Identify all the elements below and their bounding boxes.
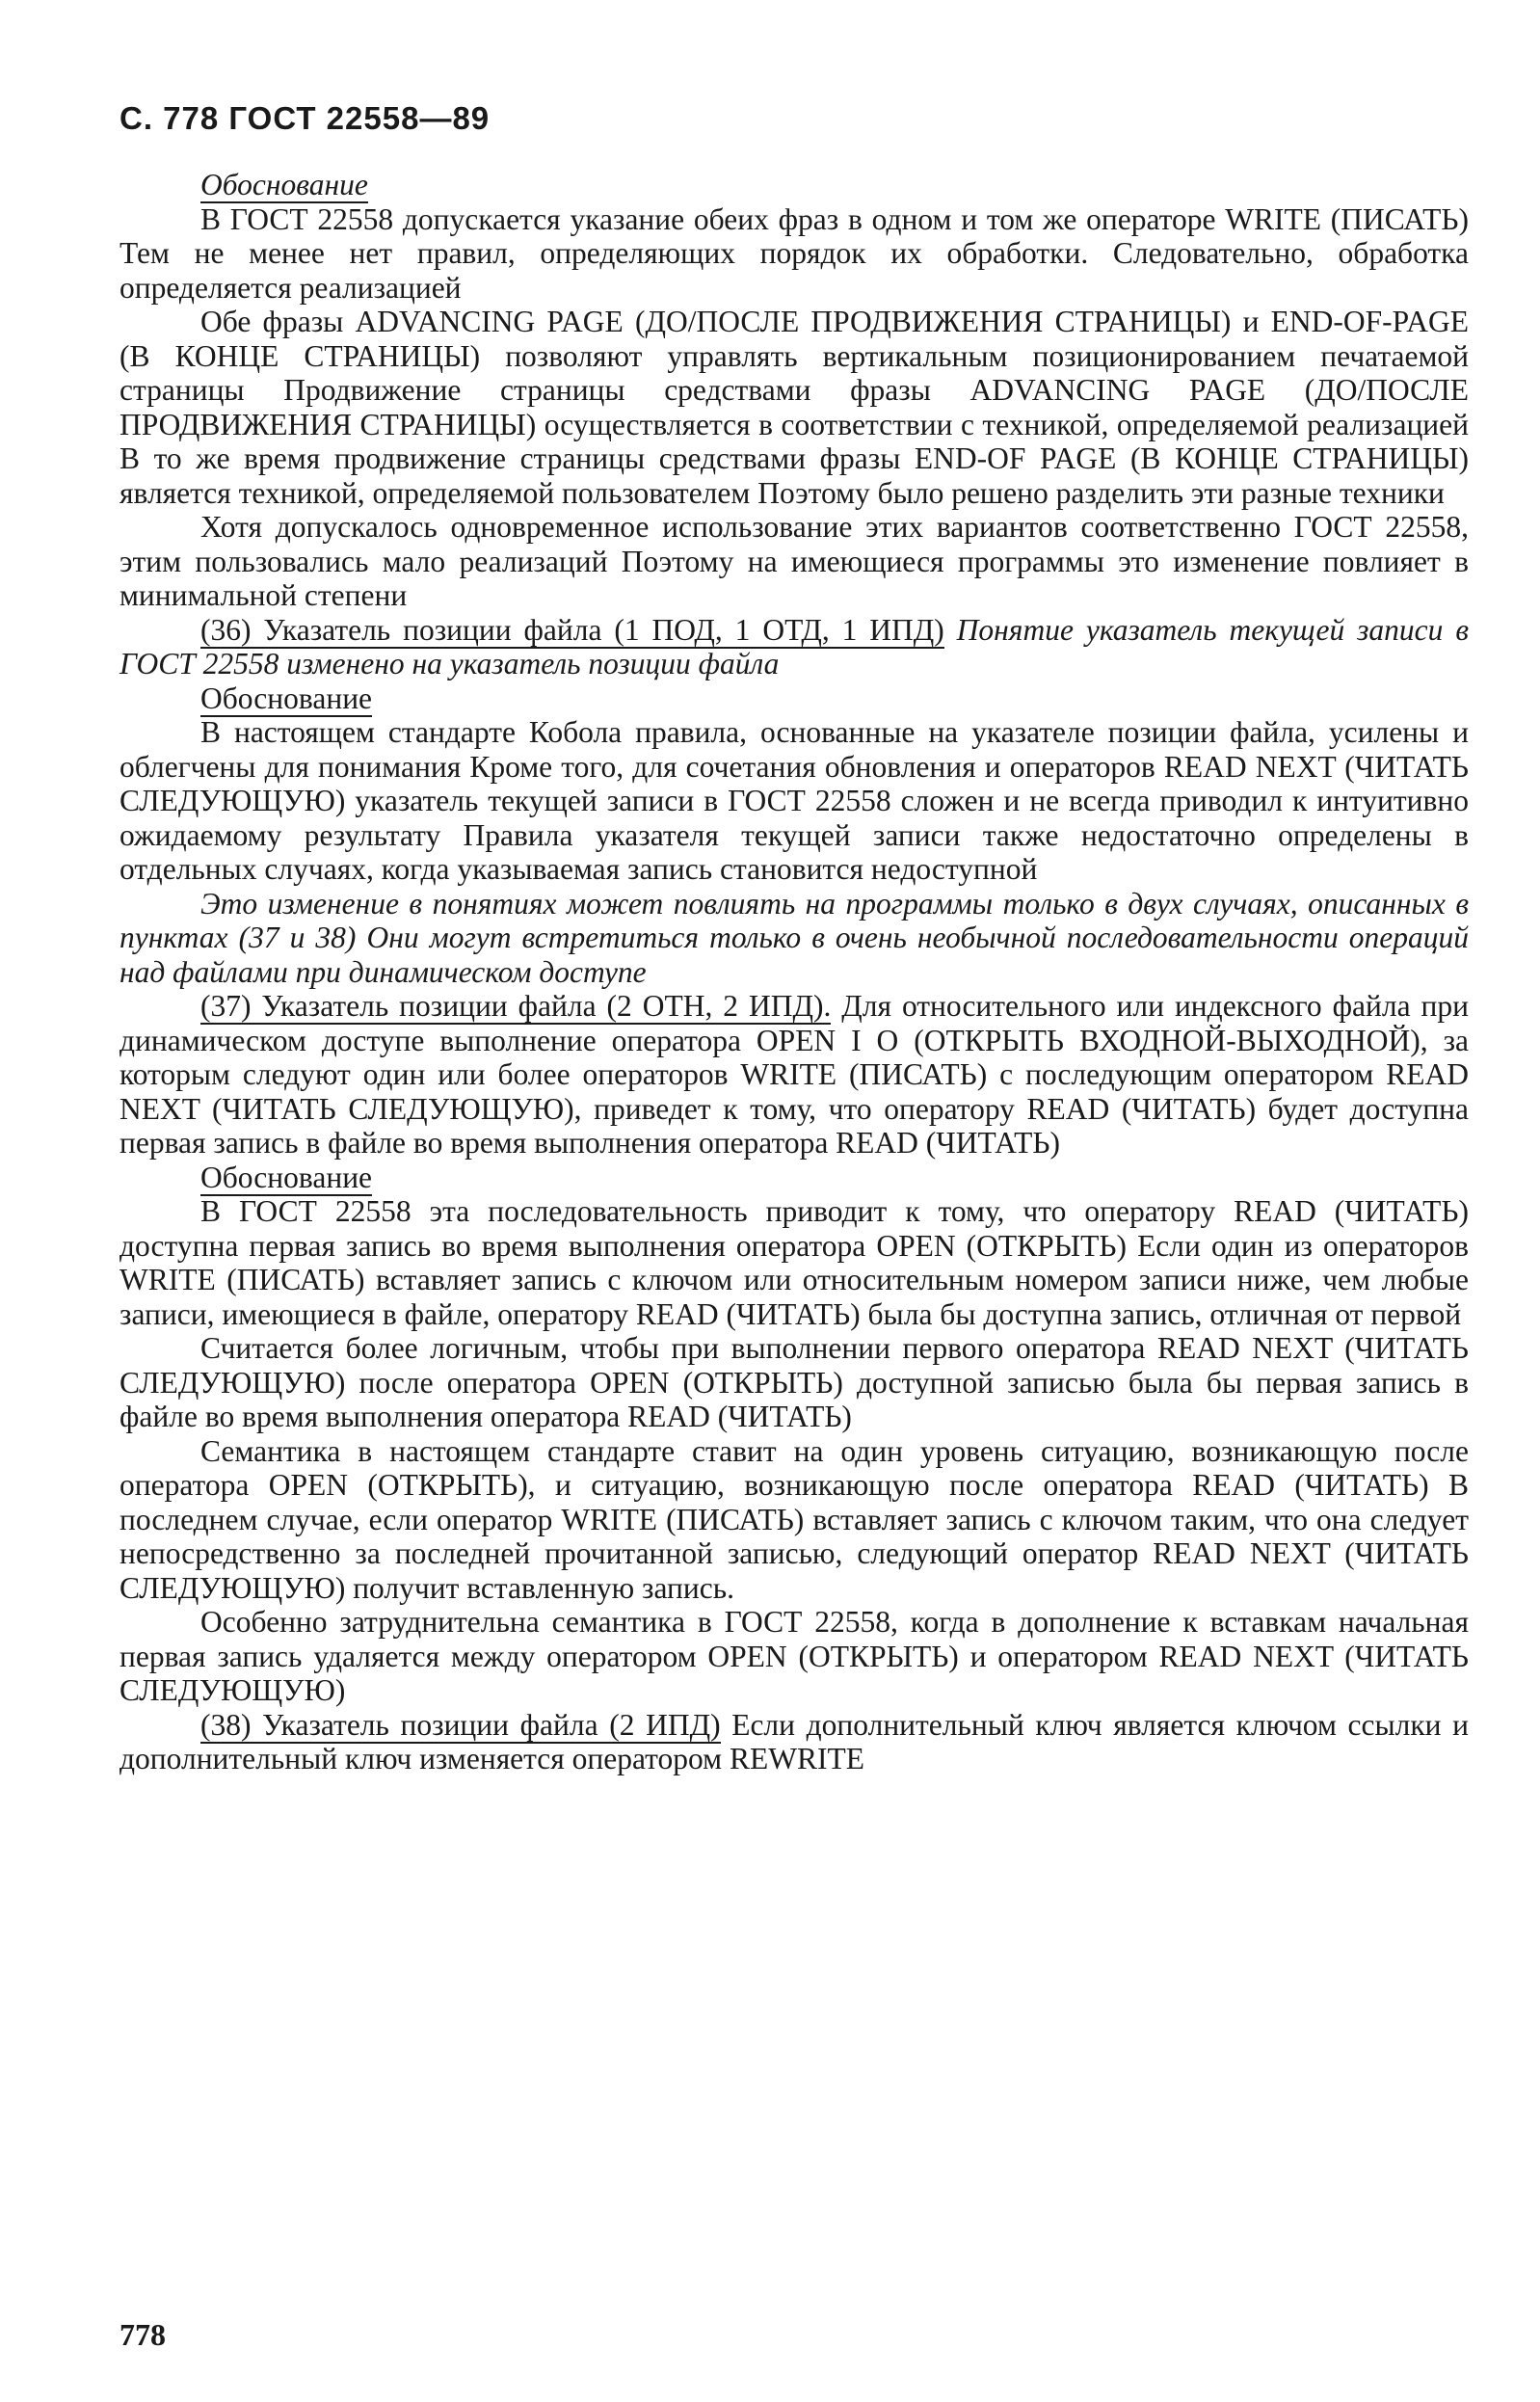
- item-text: Понятие указатель текущей записи в ГОСТ 22558 изменено на указатель позиции файла: [119, 612, 1469, 681]
- paragraph: В ГОСТ 22558 эта последовательность приводит к тому, что оператору READ (ЧИТАТЬ) доступна первая запись во время выполнения оператора OPEN (ОТКРЫТЬ) Если один из операторов WRITE (ПИСАТЬ) вставляет запись с ключом или относительным номером записи ниже, чем любые записи, имеющиеся в файле, оператору READ (ЧИТАТЬ) была бы доступна запись, отличная от первой: [119, 1194, 1469, 1331]
- item-text: Для относительного или индексного файла при динамическом доступе выполнение оператора OPEN I O (ОТКРЫТЬ ВХОДНОЙ-ВЫХОДНОЙ), за которым следуют один или более операторов WRITE (ПИСАТЬ) с последующим оператором READ NEXT (ЧИТАТЬ СЛЕДУЮЩУЮ), приведет к тому, что оператору READ (ЧИТАТЬ) будет доступна первая запись в файле во время выполнения оператора READ (ЧИТАТЬ): [119, 989, 1469, 1160]
- item-paragraph: [119, 613, 1469, 681]
- paragraph: В настоящем стандарте Кобола правила, основанные на указателе позиции файла, усилены и облегчены для понимания Кроме того, для сочетания обновления и операторов READ NEXT (ЧИТАТЬ СЛЕДУЮЩУЮ) указатель текущей записи в ГОСТ 22558 сложен и не всегда приводил к интуитивно ожидаемому результату Правила указателя текущей записи также недостаточно определены в отдельных случаях, когда указываемая запись становится недоступной: [119, 715, 1469, 886]
- paragraph: Хотя допускалось одновременное использование этих вариантов соответственно ГОСТ 22558, этим пользовались мало реализаций Поэтому на имеющиеся программы это изменение повлияет в минимальной степени: [119, 510, 1469, 612]
- running-header: С. 778 ГОСТ 22558—89: [119, 100, 491, 136]
- item-paragraph: [119, 1708, 1469, 1776]
- paragraph: Семантика в настоящем стандарте ставит на один уровень ситуацию, возникающую после оператора OPEN (ОТКРЫТЬ), и ситуацию, возникающую после оператора READ (ЧИТАТЬ) В последнем случае, если оператор WRITE (ПИСАТЬ) вставляет запись с ключом таким, что она следует непосредственно за последней прочитанной записью, следующий оператор READ NEXT (ЧИТАТЬ СЛЕДУЮЩУЮ) получит вставленную запись.: [119, 1433, 1469, 1605]
- item-text: Если дополнительный ключ является ключом ссылки и дополнительный ключ изменяется оператором REWRITE: [119, 1707, 1470, 1775]
- document-page: [119, 96, 1469, 1776]
- item-title: (36) Указатель позиции файла (1 ПОД, 1 ОТД, 1 ИПД): [200, 612, 944, 647]
- paragraph: Обе фразы ADVANCING PAGE (ДО/ПОСЛЕ ПРОДВИЖЕНИЯ СТРАНИЦЫ) и END-OF-PAGE (В КОНЦЕ СТРАНИЦЫ) позволяют управлять вертикальным позиционированием печатаемой страницы Продвижение страницы средствами фразы ADVANCING PAGE (ДО/ПОСЛЕ ПРОДВИЖЕНИЯ СТРАНИЦЫ) осуществляется в соответствии с техникой, определяемой реализацией В то же время продвижение страницы средствами фразы END-OF PAGE (В КОНЦЕ СТРАНИЦЫ) является техникой, определяемой пользователем Поэтому было решено разделить эти разные техники: [119, 305, 1469, 510]
- section-heading: Обоснование: [200, 168, 368, 201]
- body-text: [119, 168, 1469, 1776]
- section-heading: Обоснование: [200, 1160, 373, 1194]
- paragraph: Это изменение в понятиях может повлиять на программы только в двух случаях, описанных в пунктах (37 и 38) Они могут встретиться только в очень необычной последовательности операций над файлами при динамическом доступе: [119, 886, 1469, 989]
- item-title: (38) Указатель позиции файла (2 ИПД): [200, 1707, 721, 1742]
- paragraph: Считается более логичным, чтобы при выполнении первого оператора READ NEXT (ЧИТАТЬ СЛЕДУЮЩУЮ) после оператора OPEN (ОТКРЫТЬ) доступной записью была бы первая запись в файле во время выполнения оператора READ (ЧИТАТЬ): [119, 1331, 1469, 1433]
- paragraph: В ГОСТ 22558 допускается указание обеих фраз в одном и том же операторе WRITE (ПИСАТЬ) Тем не менее нет правил, определяющих порядок их обработки. Следовательно, обработка определяется реализацией: [119, 201, 1469, 305]
- paragraph: Особенно затруднительна семантика в ГОСТ 22558, когда в дополнение к вставкам начальная первая запись удаляется между оператором OPEN (ОТКРЫТЬ) и оператором READ NEXT (ЧИТАТЬ СЛЕДУЮЩУЮ): [119, 1605, 1469, 1707]
- section-heading: Обоснование: [200, 681, 373, 715]
- item-paragraph: [119, 989, 1469, 1161]
- page-number: 778: [119, 2317, 166, 2352]
- item-title: (37) Указатель позиции файла (2 ОТН, 2 ИПД).: [200, 989, 832, 1023]
